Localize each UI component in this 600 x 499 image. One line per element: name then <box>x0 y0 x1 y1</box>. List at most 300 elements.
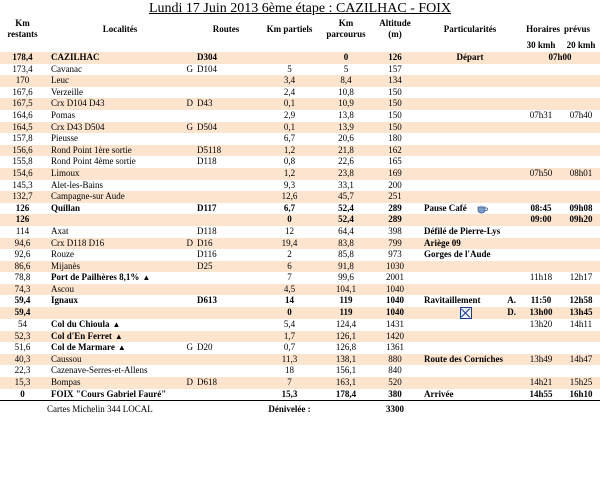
km-parcourus-cell-text: 126,8 <box>335 342 357 353</box>
horaire-20-cell-text: 12h17 <box>569 272 593 283</box>
particularite-text: Ravitaillement <box>424 295 481 306</box>
altitude-cell <box>370 295 420 307</box>
altitude-cell <box>370 354 420 366</box>
localite-name: Ascou <box>51 283 74 294</box>
closed-box-icon <box>460 307 472 319</box>
table-row <box>0 284 600 296</box>
localite-name: Quillan <box>51 202 81 213</box>
localite-name: Alet-les-Bains <box>51 179 103 190</box>
horaire-30-cell <box>520 98 562 110</box>
route-cell <box>195 52 257 64</box>
altitude-cell <box>370 342 420 354</box>
km-restants-cell-text: 86,6 <box>14 260 31 271</box>
altitude-cell <box>370 203 420 215</box>
km-restants-cell-text: 126 <box>15 214 30 225</box>
localite-cell <box>45 249 195 261</box>
localite-name: Axat <box>51 225 69 236</box>
km-restants-cell-text: 167,6 <box>12 86 33 97</box>
table-row <box>0 133 600 145</box>
horaire-30-cell-text: 07h50 <box>529 167 553 178</box>
km-partiels-cell <box>257 122 322 134</box>
km-restants-cell-text: 173,4 <box>12 63 33 74</box>
particularite-cell <box>420 365 520 377</box>
altitude-cell-text: 2001 <box>386 272 404 283</box>
localite-name: Rouze <box>51 249 74 260</box>
table-row <box>0 180 600 192</box>
altitude-cell-text: 289 <box>388 202 402 213</box>
page-title <box>0 0 600 18</box>
route-cell <box>195 238 257 250</box>
altitude-cell <box>370 145 420 157</box>
localite-cell <box>45 307 195 319</box>
km-parcourus-cell <box>322 75 370 87</box>
table-row <box>0 249 600 261</box>
km-partiels-cell-text: 0,1 <box>283 98 296 109</box>
altitude-cell <box>370 87 420 99</box>
header-row <box>0 18 600 40</box>
localite-name: Limoux <box>51 167 80 178</box>
km-partiels-cell-text: 1,2 <box>283 167 296 178</box>
particularite-cell <box>420 214 520 226</box>
km-parcourus-cell-text: 13,9 <box>338 121 354 132</box>
header-speed-row <box>0 40 600 52</box>
altitude-cell-text: 1040 <box>386 283 404 294</box>
km-partiels-cell <box>257 191 322 203</box>
km-partiels-cell-text: 5,4 <box>283 319 296 330</box>
table-row <box>0 145 600 157</box>
route-cell <box>195 110 257 122</box>
table-row <box>0 389 600 401</box>
horaire-20-cell-text: 12h58 <box>569 295 593 306</box>
horaire-30-cell-text: 14h55 <box>529 388 553 399</box>
altitude-cell-text: 157 <box>388 63 402 74</box>
route-cell <box>195 226 257 238</box>
header-altitude: Altitude (m) <box>379 18 411 39</box>
horaire-20-cell <box>562 145 600 157</box>
localite-cell <box>45 133 195 145</box>
km-partiels-cell <box>257 342 322 354</box>
km-parcourus-cell <box>322 214 370 226</box>
horaire-20-cell <box>562 331 600 343</box>
horaire-30-cell-text: 07h31 <box>529 109 553 120</box>
km-parcourus-cell-text: 52,4 <box>338 202 354 213</box>
km-partiels-cell <box>257 238 322 250</box>
km-partiels-cell <box>257 272 322 284</box>
route-cell <box>195 331 257 343</box>
km-partiels-cell <box>257 261 322 273</box>
particularite-text: Pause Café <box>424 202 467 213</box>
km-partiels-cell-text: 2 <box>287 249 292 260</box>
km-parcourus-cell <box>322 98 370 110</box>
route-cell <box>195 87 257 99</box>
header-km-restants: Km restants <box>7 18 38 39</box>
km-parcourus-cell <box>322 354 370 366</box>
km-partiels-cell-text: 12 <box>285 225 294 236</box>
table-row <box>0 261 600 273</box>
km-parcourus-cell <box>322 331 370 343</box>
particularite-cell <box>420 284 520 296</box>
horaire-30-cell <box>520 354 562 366</box>
horaire-30-cell <box>520 284 562 296</box>
climb-icon: ▲ <box>112 320 121 330</box>
horaire-20-cell-text: 14h47 <box>569 353 593 364</box>
route-cell-text: D117 <box>197 202 217 213</box>
km-restants-cell <box>0 75 45 87</box>
route-cell <box>195 122 257 134</box>
km-restants-cell <box>0 98 45 110</box>
horaire-30-cell <box>520 145 562 157</box>
km-parcourus-cell-text: 178,4 <box>335 388 357 399</box>
km-restants-cell-text: 157,8 <box>12 133 33 144</box>
header-prevus: prévus <box>564 23 591 34</box>
route-cell <box>195 284 257 296</box>
route-cell <box>195 180 257 192</box>
direction-letter: D <box>186 237 193 248</box>
horaire-20-cell <box>562 64 600 76</box>
km-restants-cell <box>0 365 45 377</box>
horaire-30-cell <box>520 110 562 122</box>
table-row <box>0 295 600 307</box>
km-restants-cell-text: 94,6 <box>14 237 31 248</box>
altitude-cell <box>370 261 420 273</box>
footer-denivelee-label: Dénivelée : <box>257 401 322 418</box>
km-restants-cell <box>0 180 45 192</box>
km-restants-cell <box>0 110 45 122</box>
localite-name: Rond Point 4ème sortie <box>51 156 136 167</box>
km-restants-cell-text: 15,3 <box>14 377 31 388</box>
km-parcourus-cell <box>322 52 370 64</box>
route-cell <box>195 145 257 157</box>
particularite-cell <box>420 122 520 134</box>
localite-cell <box>45 52 195 64</box>
route-cell-text: D104 <box>197 63 217 74</box>
km-partiels-cell <box>257 98 322 110</box>
horaire-20-cell <box>562 238 600 250</box>
route-cell <box>195 354 257 366</box>
route-cell <box>195 156 257 168</box>
km-parcourus-cell-text: 10,9 <box>338 98 354 109</box>
table-row <box>0 110 600 122</box>
km-partiels-cell-text: 12,6 <box>281 191 298 202</box>
localite-cell <box>45 168 195 180</box>
particularite-cell <box>420 249 520 261</box>
km-restants-cell <box>0 168 45 180</box>
table-row <box>0 238 600 250</box>
altitude-cell-text: 134 <box>388 75 402 86</box>
km-restants-cell-text: 155,8 <box>12 156 33 167</box>
km-partiels-cell <box>257 203 322 215</box>
title-text: Lundi 17 Juin 2013 6ème étape : CAZILHAC - FOIX <box>148 1 452 16</box>
km-restants-cell-text: 51,6 <box>14 342 31 353</box>
altitude-cell <box>370 389 420 401</box>
km-partiels-cell-text: 2,4 <box>283 86 296 97</box>
localite-cell <box>45 75 195 87</box>
particularite-cell <box>420 389 520 401</box>
horaire-20-cell <box>562 295 600 307</box>
particularite-cell <box>420 238 520 250</box>
km-restants-cell-text: 145,3 <box>12 179 33 190</box>
km-partiels-cell <box>257 307 322 319</box>
km-restants-cell <box>0 133 45 145</box>
km-partiels-cell-text: 14 <box>285 295 294 306</box>
km-parcourus-cell <box>322 319 370 331</box>
altitude-cell-text: 880 <box>388 353 402 364</box>
table-row <box>0 191 600 203</box>
km-restants-cell-text: 54 <box>18 319 27 330</box>
altitude-cell-text: 169 <box>388 167 402 178</box>
header-km-parcourus: Km parcourus <box>326 18 366 39</box>
localite-name: Mijanès <box>51 260 80 271</box>
km-partiels-cell-text: 7 <box>287 272 292 283</box>
route-cell <box>195 64 257 76</box>
km-parcourus-cell-text: 119 <box>339 295 353 306</box>
altitude-cell <box>370 365 420 377</box>
altitude-cell-text: 150 <box>388 109 402 120</box>
horaire-20-cell-text: 08h01 <box>569 167 593 178</box>
km-restants-cell-text: 164,6 <box>12 109 33 120</box>
km-restants-cell <box>0 87 45 99</box>
roadbook-table <box>0 18 600 417</box>
table-row <box>0 272 600 284</box>
climb-icon: ▲ <box>117 343 126 353</box>
altitude-cell-text: 162 <box>388 144 402 155</box>
horaire-30-cell <box>520 365 562 377</box>
km-parcourus-cell <box>322 284 370 296</box>
altitude-cell-text: 840 <box>388 365 402 376</box>
horaire-20-cell <box>562 168 600 180</box>
horaire-20-cell <box>562 389 600 401</box>
localite-name: Col de Marmare <box>51 342 115 353</box>
horaire-30-cell-text: 11h18 <box>529 272 553 283</box>
km-partiels-cell-text: 1,7 <box>283 330 296 341</box>
km-partiels-cell <box>257 284 322 296</box>
table-row <box>0 122 600 134</box>
km-restants-cell <box>0 377 45 389</box>
horaire-20-cell-text: 13h45 <box>569 307 593 318</box>
km-partiels-cell-text: 0,1 <box>283 121 296 132</box>
particularite-text: Route des Corniches <box>424 353 503 364</box>
horaire-30-cell <box>520 238 562 250</box>
route-cell-text: D118 <box>197 156 217 167</box>
localite-cell <box>45 261 195 273</box>
km-parcourus-cell-text: 156,1 <box>335 365 357 376</box>
localite-cell <box>45 226 195 238</box>
km-partiels-cell <box>257 389 322 401</box>
km-restants-cell <box>0 389 45 401</box>
km-parcourus-cell-text: 126,1 <box>335 330 357 341</box>
km-parcourus-cell <box>322 145 370 157</box>
particularite-cell <box>420 156 520 168</box>
footer-row <box>0 401 600 418</box>
table-row <box>0 365 600 377</box>
km-parcourus-cell <box>322 168 370 180</box>
horaire-20-cell <box>562 214 600 226</box>
km-restants-cell-text: 170 <box>15 75 30 86</box>
header-speed-30: 30 kmh <box>526 40 556 51</box>
horaire-20-cell <box>562 307 600 319</box>
km-partiels-cell-text: 18 <box>285 365 294 376</box>
altitude-cell <box>370 75 420 87</box>
particularite-cell <box>420 331 520 343</box>
particularite-cell <box>420 87 520 99</box>
localite-cell <box>45 354 195 366</box>
km-restants-cell <box>0 145 45 157</box>
roadbook-rows <box>0 52 600 401</box>
localite-name: Crx D104 D43 <box>51 98 105 109</box>
header-routes: Routes <box>212 23 240 34</box>
horaire-30-cell <box>520 168 562 180</box>
km-restants-cell <box>0 261 45 273</box>
km-parcourus-cell <box>322 156 370 168</box>
localite-cell <box>45 110 195 122</box>
horaire-30-cell <box>520 214 562 226</box>
altitude-cell <box>370 180 420 192</box>
table-row <box>0 307 600 319</box>
localite-cell <box>45 284 195 296</box>
localite-cell <box>45 365 195 377</box>
footer-cartes: Cartes Michelin 344 LOCAL <box>45 401 195 418</box>
localite-name: Crx D43 D504 <box>51 121 105 132</box>
km-restants-cell <box>0 52 45 64</box>
km-partiels-cell <box>257 354 322 366</box>
route-cell-text: D118 <box>197 225 217 236</box>
altitude-cell-text: 1420 <box>386 330 404 341</box>
altitude-cell <box>370 319 420 331</box>
horaire-20-cell <box>562 180 600 192</box>
km-parcourus-cell <box>322 87 370 99</box>
km-restants-cell <box>0 64 45 76</box>
km-parcourus-cell-text: 33,1 <box>338 179 354 190</box>
km-parcourus-cell <box>322 295 370 307</box>
horaire-20-cell <box>562 226 600 238</box>
altitude-cell-text: 150 <box>388 98 402 109</box>
particularite-cell <box>420 168 520 180</box>
localite-name: Port de Pailhères 8,1% <box>51 272 140 283</box>
table-row <box>0 156 600 168</box>
km-parcourus-cell-text: 13,8 <box>338 109 354 120</box>
km-parcourus-cell-text: 22,6 <box>338 156 354 167</box>
km-partiels-cell <box>257 75 322 87</box>
localite-name: Crx D118 D16 <box>51 237 105 248</box>
km-parcourus-cell <box>322 238 370 250</box>
direction-letter: G <box>186 121 193 132</box>
altitude-cell <box>370 214 420 226</box>
localite-cell <box>45 64 195 76</box>
km-parcourus-cell <box>322 249 370 261</box>
particularite-cell <box>420 98 520 110</box>
horaire-30-cell-text: 13h49 <box>529 353 553 364</box>
route-cell <box>195 342 257 354</box>
localite-cell <box>45 319 195 331</box>
km-partiels-cell <box>257 180 322 192</box>
km-partiels-cell <box>257 365 322 377</box>
km-partiels-cell <box>257 87 322 99</box>
km-restants-cell-text: 156,6 <box>12 144 33 155</box>
km-restants-cell-text: 154,6 <box>12 167 33 178</box>
header-particularites: Particularités <box>443 23 497 34</box>
particularite-cell <box>420 64 520 76</box>
localite-cell <box>45 272 195 284</box>
route-cell-text: D618 <box>197 377 217 388</box>
km-parcourus-cell <box>322 133 370 145</box>
altitude-cell-text: 180 <box>388 133 402 144</box>
horaire-30-cell <box>520 272 562 284</box>
header-speed-20: 20 kmh <box>566 40 596 51</box>
horaire-30-cell <box>520 226 562 238</box>
horaire-20-cell <box>562 272 600 284</box>
horaire-30-cell <box>520 133 562 145</box>
km-restants-cell-text: 92,6 <box>14 249 31 260</box>
km-parcourus-cell <box>322 180 370 192</box>
km-partiels-cell <box>257 226 322 238</box>
localite-name: Verzeille <box>51 86 83 97</box>
horaire-20-cell <box>562 377 600 389</box>
km-parcourus-cell-text: 52,4 <box>338 214 354 225</box>
horaire-20-cell <box>562 156 600 168</box>
km-partiels-cell-text: 11,3 <box>281 353 298 364</box>
km-parcourus-cell-text: 104,1 <box>335 283 357 294</box>
localite-cell <box>45 342 195 354</box>
km-restants-cell <box>0 203 45 215</box>
horaire-20-cell <box>562 249 600 261</box>
particularite-cell <box>420 354 520 366</box>
horaire-20-cell <box>562 203 600 215</box>
horaire-20-cell-text: 15h25 <box>569 377 593 388</box>
horaire-30-cell <box>520 307 562 319</box>
horaire-30-cell <box>520 342 562 354</box>
horaire-20-cell-text: 07h40 <box>569 109 593 120</box>
km-restants-cell <box>0 284 45 296</box>
localite-cell <box>45 238 195 250</box>
km-partiels-cell <box>257 295 322 307</box>
km-restants-cell <box>0 191 45 203</box>
km-partiels-cell-text: 5 <box>287 63 292 74</box>
km-restants-cell <box>0 249 45 261</box>
horaire-cell <box>520 52 600 64</box>
km-partiels-cell-text: 3,4 <box>283 75 296 86</box>
km-parcourus-cell-text: 85,8 <box>338 249 354 260</box>
route-cell-text: D16 <box>197 237 213 248</box>
horaire-20-cell <box>562 354 600 366</box>
localite-name: Rond Point 1ère sortie <box>51 144 132 155</box>
table-row <box>0 75 600 87</box>
table-row <box>0 354 600 366</box>
route-cell <box>195 98 257 110</box>
localite-cell <box>45 87 195 99</box>
localite-name: Pomas <box>51 109 76 120</box>
stop-tag: D. <box>507 307 516 318</box>
localite-name: Bompas <box>51 377 81 388</box>
km-restants-cell <box>0 342 45 354</box>
horaire-20-cell <box>562 122 600 134</box>
km-partiels-cell <box>257 331 322 343</box>
altitude-cell <box>370 331 420 343</box>
altitude-cell <box>370 226 420 238</box>
header-localites: Localités <box>102 23 138 34</box>
km-partiels-cell-text: 6,7 <box>283 133 296 144</box>
altitude-cell-text: 520 <box>388 377 402 388</box>
route-cell <box>195 214 257 226</box>
km-partiels-cell-text: 0 <box>287 214 292 225</box>
km-partiels-cell-text: 6,7 <box>283 202 296 213</box>
altitude-cell-text: 398 <box>388 225 402 236</box>
localite-name: FOIX "Cours Gabriel Fauré" <box>51 388 167 399</box>
footer-denivelee-value: 3300 <box>370 401 420 418</box>
km-restants-cell-text: 74,3 <box>14 283 31 294</box>
table-row <box>0 168 600 180</box>
localite-name: CAZILHAC <box>51 52 100 62</box>
localite-cell <box>45 214 195 226</box>
